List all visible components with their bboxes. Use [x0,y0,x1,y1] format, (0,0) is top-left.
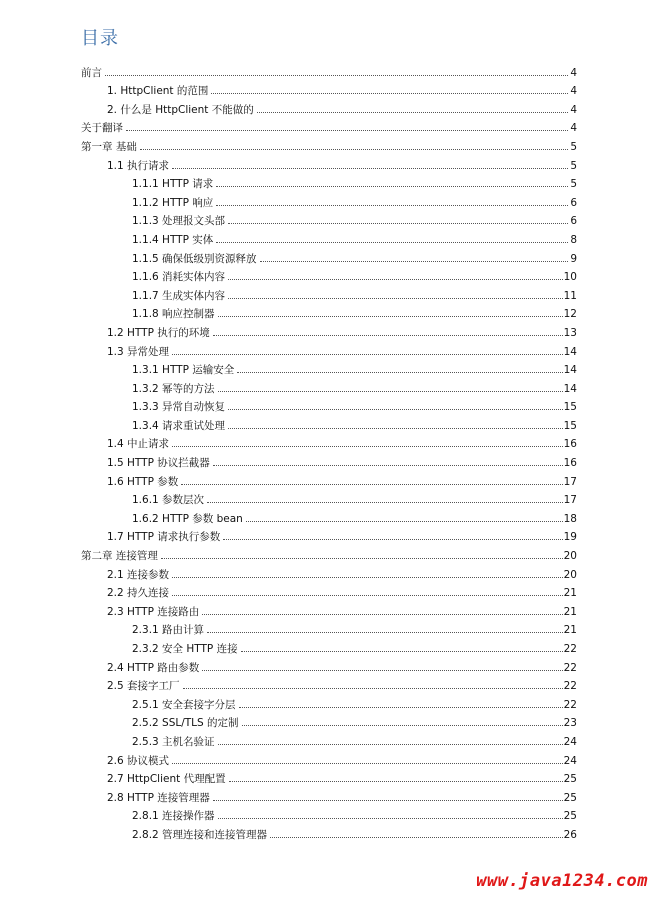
toc-entry-page-number: 17 [563,494,577,507]
toc-dot-leader [213,799,563,801]
toc-entry-label: 前言 [81,66,102,79]
toc-entry[interactable] [81,674,577,693]
toc-entry-page-number: 8 [570,233,577,246]
toc-entry[interactable] [81,376,577,395]
toc-entry-page-number: 22 [563,643,577,655]
toc-entry-page-number: 24 [563,754,577,767]
toc-dot-leader [218,390,563,392]
toc-entry[interactable] [81,748,577,767]
toc-entry[interactable] [81,432,577,451]
toc-entry[interactable] [81,618,577,637]
toc-entry-label: 1.6.1 参数层次 [132,494,205,507]
toc-entry-label: 1.3 异常处理 [107,345,170,358]
toc-entry[interactable] [81,134,577,153]
toc-entry[interactable] [81,413,577,432]
toc-entry[interactable] [81,246,577,265]
toc-entry[interactable] [81,320,577,339]
toc-entry-label: 1.1.1 HTTP 请求 [132,178,214,191]
toc-entry-page-number: 24 [563,735,577,748]
toc-dot-leader [126,129,568,131]
toc-entry[interactable] [81,283,577,302]
toc-entry[interactable] [81,395,577,414]
toc-entry[interactable] [81,265,577,284]
toc-dot-leader [241,650,563,652]
toc-entry-page-number: 22 [563,698,577,711]
toc-entry-label: 1.1.2 HTTP 响应 [132,196,214,209]
toc-entry-label: 2.4 HTTP 路由参数 [107,661,200,674]
toc-entry-page-number: 20 [563,550,577,563]
toc-entry-page-number: 19 [563,531,577,544]
toc-entry-page-number: 10 [563,271,577,284]
toc-entry[interactable] [81,525,577,544]
toc-entry-page-number: 15 [563,401,577,414]
toc-entry[interactable] [81,469,577,488]
toc-entry-label: 2.7 HttpClient 代理配置 [107,773,226,786]
toc-entry-page-number: 20 [563,568,577,581]
toc-entry[interactable] [81,358,577,377]
toc-dot-leader [172,594,563,596]
toc-entry-page-number: 26 [563,828,577,841]
toc-entry-page-number: 4 [570,66,577,79]
toc-entry-page-number: 14 [563,382,577,395]
toc-dot-leader [172,353,563,355]
toc-dot-leader [218,743,563,745]
toc-dot-leader [140,148,568,150]
toc-dot-leader [202,613,562,615]
toc-entry-label: 1.4 中止请求 [107,438,170,451]
toc-entry[interactable] [81,153,577,172]
toc-entry-label: 1.3.3 异常自动恢复 [132,401,226,414]
toc-entry[interactable] [81,804,577,823]
watermark: www.java1234.com [476,871,648,891]
toc-entry[interactable] [81,209,577,228]
toc-entry[interactable] [81,339,577,358]
toc-entry[interactable] [81,655,577,674]
toc-entry-page-number: 17 [563,475,577,488]
toc-dot-leader [183,687,563,689]
toc-dot-leader [105,74,568,76]
toc-entry-page-number: 5 [570,159,577,172]
toc-entry-label: 2.3.2 安全 HTTP 连接 [132,643,238,655]
toc-entry-page-number: 21 [563,587,577,600]
toc-entry-label: 2.5.1 安全套接字分层 [132,698,236,711]
toc-entry[interactable] [81,822,577,841]
toc-entry-label: 2.6 协议模式 [107,754,170,767]
toc-entry[interactable] [81,711,577,730]
toc-entry-label: 1.3.1 HTTP 运输安全 [132,364,235,377]
toc-entry-page-number: 12 [563,308,577,321]
toc-entry[interactable] [81,692,577,711]
page-title: 目录 [81,28,119,49]
toc-dot-leader [257,111,568,113]
toc-entry-page-number: 21 [563,624,577,637]
toc-entry-page-number: 5 [570,140,577,153]
toc-entry[interactable] [81,562,577,581]
toc-entry-label: 1. HttpClient 的范围 [107,85,209,98]
toc-entry-label: 第一章 基础 [81,140,137,153]
toc-entry[interactable] [81,97,577,116]
toc-entry-page-number: 4 [570,122,577,135]
toc-dot-leader [223,538,562,540]
toc-entry[interactable] [81,581,577,600]
toc-dot-leader [237,371,562,373]
toc-dot-leader [228,297,563,299]
toc-dot-leader [242,724,563,726]
toc-entry-label: 2.1 连接参数 [107,568,170,581]
toc-entry[interactable] [81,116,577,135]
toc-dot-leader [216,204,568,206]
toc-dot-leader [246,520,563,522]
toc-entry[interactable] [81,302,577,321]
toc-dot-leader [181,483,562,485]
toc-entry-page-number: 9 [570,252,577,265]
toc-dot-leader [218,315,563,317]
toc-dot-leader [218,817,563,819]
toc-entry-label: 关于翻译 [81,122,123,135]
toc-entry-page-number: 4 [570,103,577,116]
toc-entry-label: 2.8.2 管理连接和连接管理器 [132,828,268,841]
toc-dot-leader [211,92,568,94]
toc-entry-page-number: 18 [563,512,577,525]
toc-entry-label: 1.3.4 请求重试处理 [132,419,226,432]
toc-entry-page-number: 23 [563,717,577,730]
toc-entry-page-number: 15 [563,419,577,432]
toc-dot-leader [228,222,568,224]
toc-entry-page-number: 6 [570,215,577,228]
toc-entry[interactable] [81,60,577,79]
toc-entry-label: 2.8 HTTP 连接管理器 [107,791,210,804]
toc-dot-leader [228,408,563,410]
toc-entry-label: 1.5 HTTP 协议拦截器 [107,457,210,470]
toc-entry-label: 1.1 执行请求 [107,159,170,172]
toc-dot-leader [172,576,563,578]
toc-dot-leader [228,278,563,280]
toc-entry-label: 2.5 套接字工厂 [107,680,180,693]
toc-entry[interactable] [81,79,577,98]
toc-entry[interactable] [81,227,577,246]
toc-entry[interactable] [81,599,577,618]
toc-dot-leader [270,836,563,838]
toc-entry-label: 1.1.4 HTTP 实体 [132,233,214,246]
toc-entry[interactable] [81,729,577,748]
toc-entry-page-number: 25 [563,791,577,804]
toc-entry-page-number: 4 [570,85,577,98]
toc-dot-leader [202,669,562,671]
toc-dot-leader [228,427,563,429]
toc-dot-leader [239,706,563,708]
toc-dot-leader [172,445,563,447]
toc-entry-page-number: 14 [563,345,577,358]
toc-dot-leader [229,780,563,782]
toc-entry-page-number: 11 [563,289,577,302]
toc-entry[interactable] [81,172,577,191]
toc-entry[interactable] [81,543,577,562]
toc-entry[interactable] [81,785,577,804]
toc-entry-label: 1.3.2 幂等的方法 [132,382,215,395]
toc-entry[interactable] [81,506,577,525]
toc-dot-leader [172,762,563,764]
toc-dot-leader [213,334,563,336]
toc-entry[interactable] [81,636,577,655]
table-of-contents [81,60,577,841]
toc-dot-leader [207,631,563,633]
toc-entry-label: 1.6.2 HTTP 参数 bean [132,512,243,525]
toc-dot-leader [213,464,563,466]
toc-dot-leader [161,557,563,559]
toc-entry-label: 2.3.1 路由计算 [132,624,205,637]
toc-entry-label: 1.1.6 消耗实体内容 [132,271,226,284]
toc-entry-label: 1.7 HTTP 请求执行参数 [107,531,221,544]
toc-entry[interactable] [81,488,577,507]
toc-entry-label: 第二章 连接管理 [81,550,158,563]
toc-entry-label: 2.8.1 连接操作器 [132,810,215,823]
toc-entry[interactable] [81,767,577,786]
toc-dot-leader [207,501,563,503]
toc-dot-leader [216,241,568,243]
toc-entry-label: 2.3 HTTP 连接路由 [107,605,200,618]
toc-entry-page-number: 5 [570,178,577,191]
toc-entry-label: 1.6 HTTP 参数 [107,475,179,488]
toc-entry-page-number: 25 [563,773,577,786]
toc-entry-label: 2.5.3 主机名验证 [132,735,215,748]
toc-entry-page-number: 16 [563,457,577,470]
toc-entry-label: 2.5.2 SSL/TLS 的定制 [132,717,239,730]
toc-entry-page-number: 25 [563,810,577,823]
toc-entry-label: 2. 什么是 HttpClient 不能做的 [107,103,254,116]
toc-entry[interactable] [81,450,577,469]
toc-dot-leader [260,260,568,262]
toc-entry-page-number: 22 [563,661,577,674]
toc-entry-label: 1.1.3 处理报文头部 [132,215,226,228]
toc-entry-label: 1.1.8 响应控制器 [132,308,215,321]
toc-entry-label: 2.2 持久连接 [107,587,170,600]
toc-entry-page-number: 6 [570,196,577,209]
toc-entry-page-number: 21 [563,605,577,618]
toc-entry-label: 1.2 HTTP 执行的环境 [107,326,210,339]
toc-dot-leader [172,167,568,169]
toc-entry[interactable] [81,190,577,209]
toc-entry-page-number: 14 [563,364,577,377]
toc-entry-label: 1.1.7 生成实体内容 [132,289,226,302]
toc-entry-page-number: 16 [563,438,577,451]
toc-dot-leader [216,185,568,187]
toc-entry-page-number: 13 [563,326,577,339]
toc-entry-label: 1.1.5 确保低级别资源释放 [132,252,257,265]
toc-entry-page-number: 22 [563,680,577,693]
